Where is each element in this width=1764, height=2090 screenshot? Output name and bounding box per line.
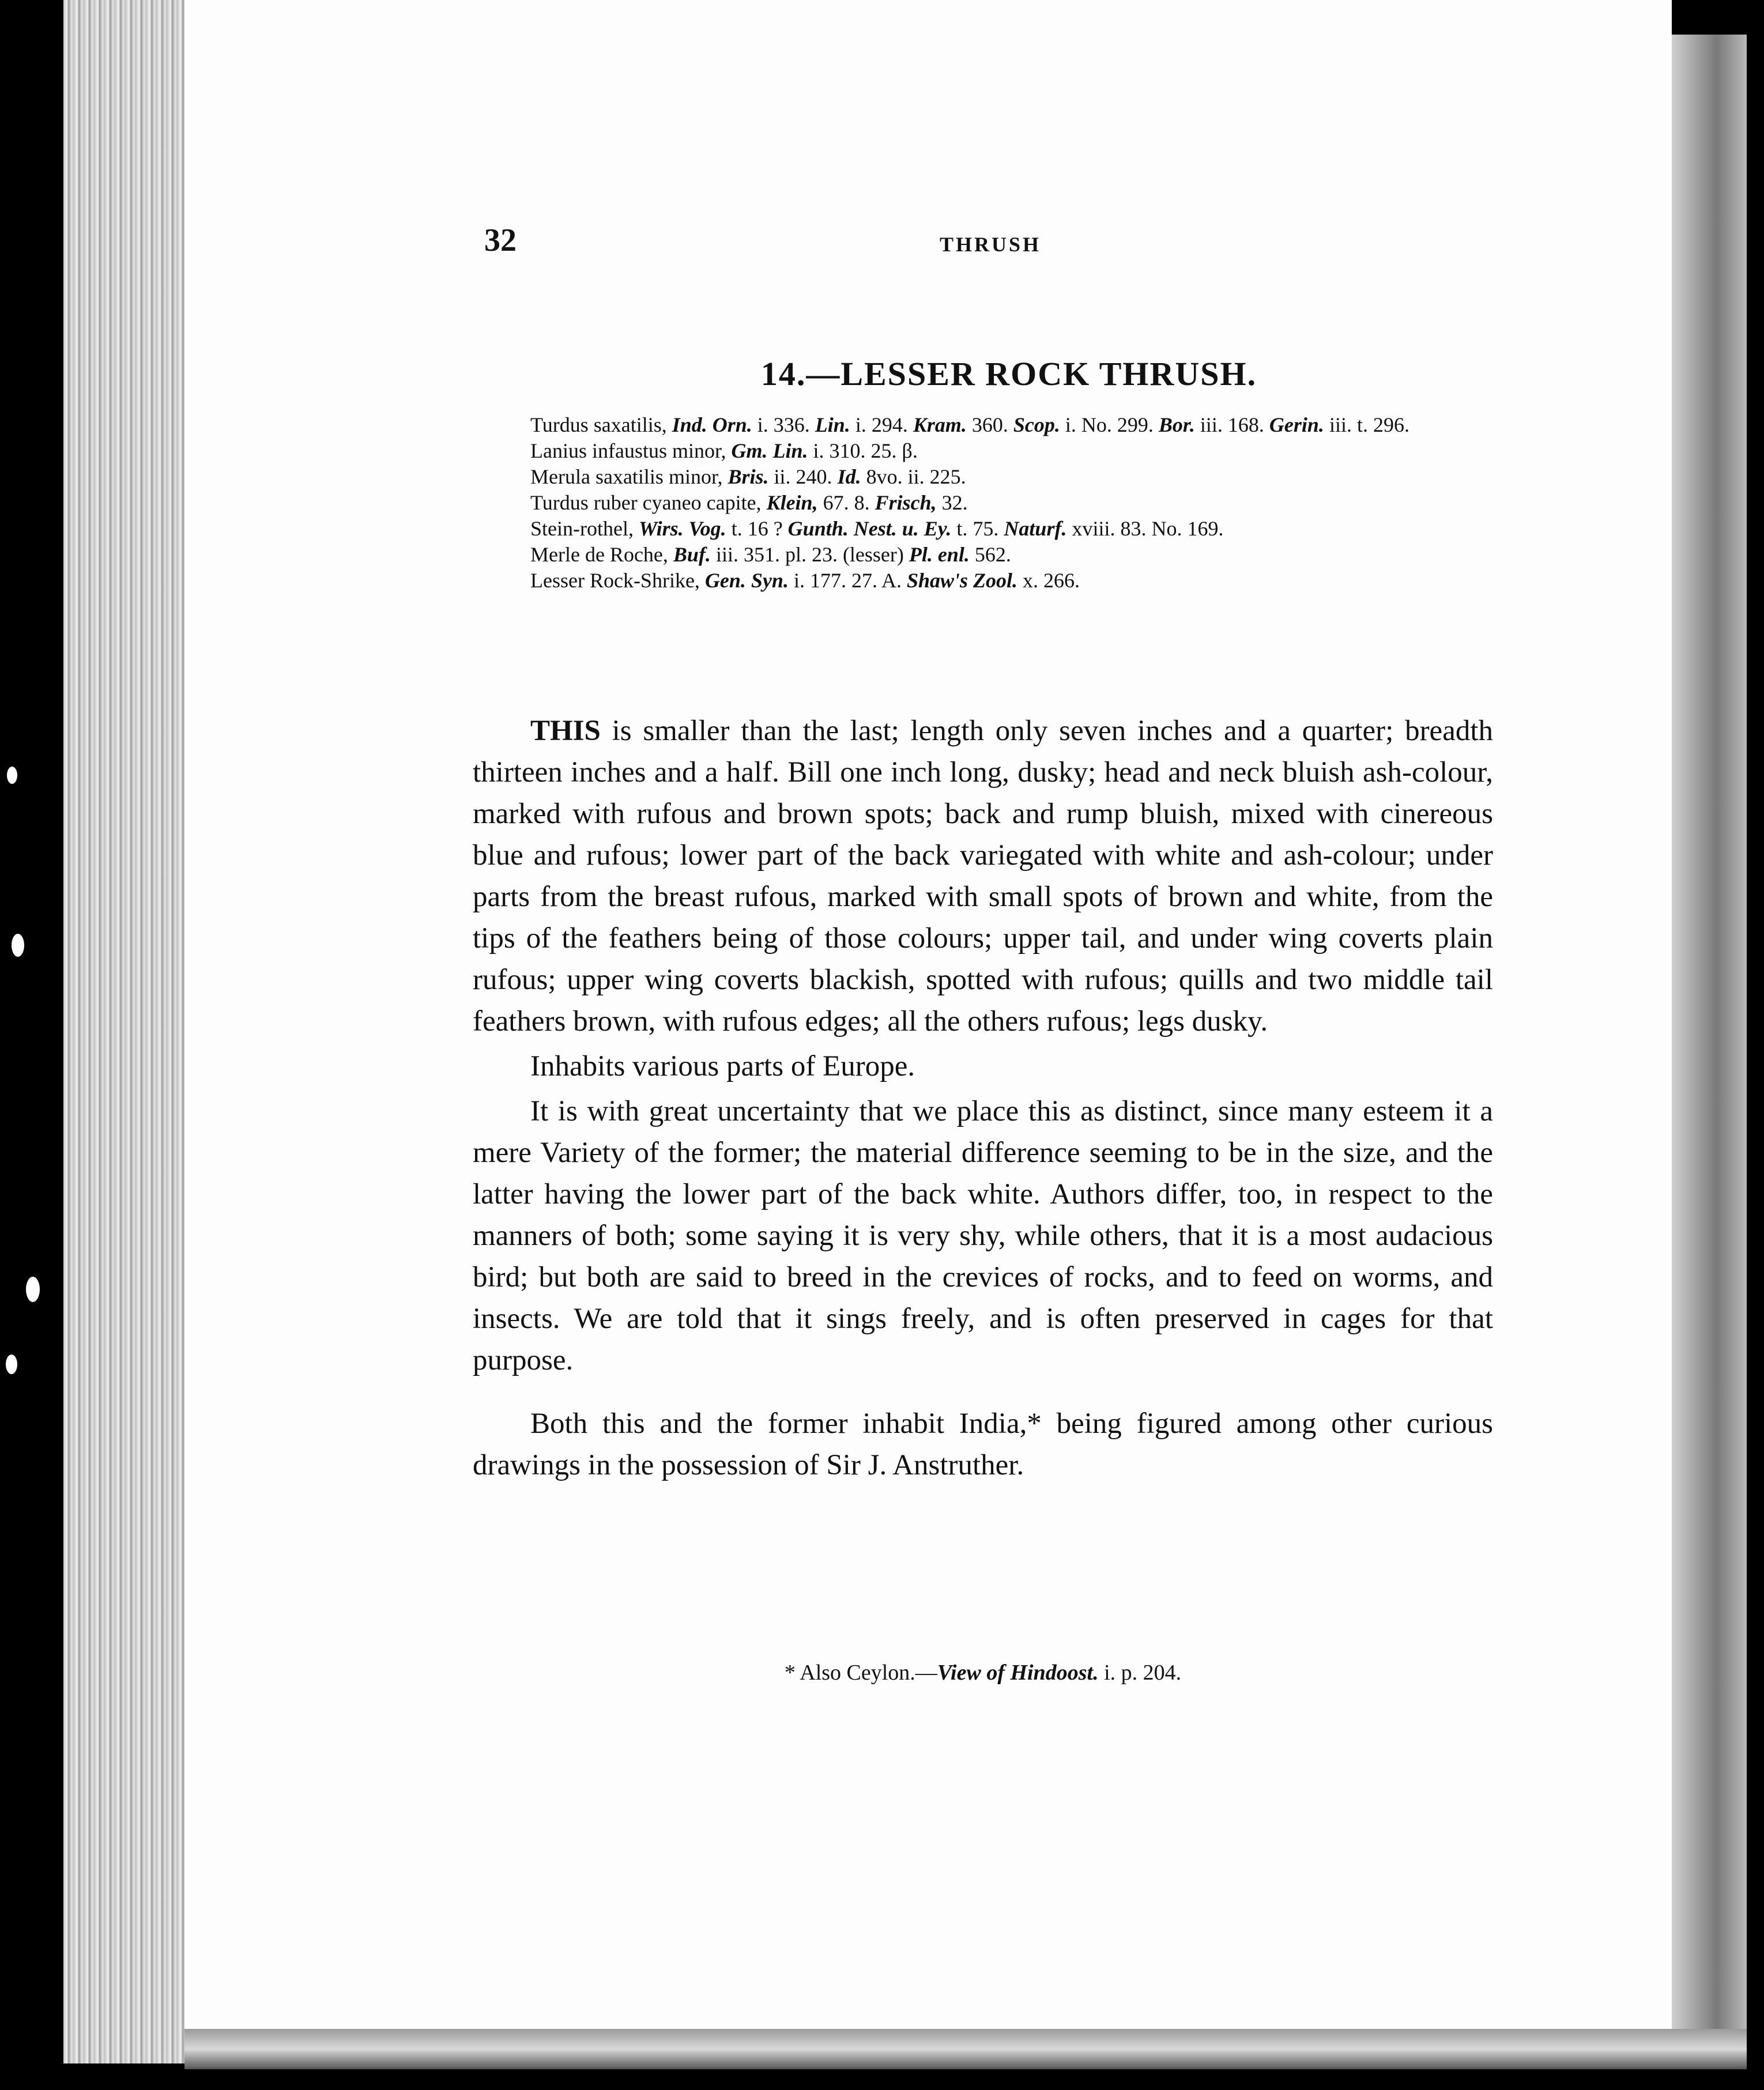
synonym-source: Kram.	[913, 413, 967, 436]
synonym-name: Turdus ruber cyaneo capite,	[530, 491, 767, 514]
page-number: 32	[484, 222, 517, 258]
paragraph-text: It is with great uncertainty that we place this as distinct, since many esteem it a mere Variety of the former; the material difference seeming to be in the size, and the latter having the lower part of the back white. Authors differ, too, in respect to the manners of both; some saying it is very shy, while others, that it is a most audacious bird; but both are said to breed in the crevices of rocks, and to feed on worms, and insects. We are told that it sings freely, and is often preserved in cages for that purpose.	[473, 1095, 1493, 1376]
footnote-source: View of Hindoost.	[937, 1661, 1099, 1685]
synonym-locator: 562.	[969, 543, 1011, 566]
section-heading: 14.—LESSER ROCK THRUSH.	[760, 355, 1257, 393]
synonym-locator: iii. 168.	[1194, 413, 1269, 436]
synonymy-list	[530, 412, 1505, 594]
footnote-marker: *	[784, 1661, 800, 1685]
synonym-locator: t. 16 ?	[726, 517, 788, 540]
synonym-locator: i. 336.	[752, 413, 815, 436]
synonym-source: Gm. Lin.	[731, 439, 808, 462]
synonym-entry	[530, 464, 1505, 490]
synonym-source: Klein,	[766, 491, 818, 514]
synonym-locator: i. 310. 25. β.	[808, 439, 918, 462]
synonym-source: Ind. Orn.	[672, 413, 752, 436]
synonym-source: Bor.	[1158, 413, 1195, 436]
synonym-locator: iii. t. 296.	[1324, 413, 1409, 436]
synonym-locator: 32.	[936, 491, 968, 514]
synonym-locator: xviii. 83. No. 169.	[1066, 517, 1224, 540]
synonym-source: Shaw's Zool.	[906, 569, 1018, 592]
body-paragraph	[473, 1403, 1493, 1486]
running-title: THRUSH	[940, 233, 1042, 256]
synonym-source: Buf.	[673, 543, 711, 566]
paragraph-lead-word: THIS	[530, 715, 601, 747]
synonym-source: Bris.	[728, 465, 769, 488]
synonym-locator: t. 75.	[951, 517, 1004, 540]
synonym-locator: iii. 351. pl. 23. (lesser)	[710, 543, 909, 566]
synonym-source: Wirs. Vog.	[638, 517, 726, 540]
synonym-entry	[530, 516, 1505, 542]
synonym-source: Frisch,	[875, 491, 937, 514]
synonym-locator: i. No. 299.	[1060, 413, 1159, 436]
synonym-entry	[530, 438, 1505, 464]
page-right-shadow	[1672, 35, 1747, 2029]
synonym-source: Lin.	[815, 413, 850, 436]
footnote-text: Also Ceylon.—	[800, 1661, 937, 1685]
synonym-entry	[530, 542, 1505, 568]
paragraph-text: is smaller than the last; length only seven inches and a quarter; breadth thirteen inches and a half. Bill one inch long, dusky; head and neck bluish ash-colour, marked with rufous and brown spots; back and rump bluish, mixed with cinereous blue and rufous; lower part of the back variegated with white and ash-colour; under parts from the breast rufous, marked with small spots of brown and white, from the tips of the feathers being of those colours; upper tail, and under wing coverts plain rufous; upper wing coverts blackish, spotted with rufous; quills and two middle tail feathers brown, with rufous edges; all the others rufous; legs dusky.	[473, 715, 1493, 1038]
synonym-locator: 8vo. ii. 225.	[861, 465, 966, 488]
scan-speck	[26, 1277, 40, 1302]
paragraph-text: Both this and the former inhabit India,* being figured among other curious drawings in the possession of Sir J. Anstruther.	[473, 1408, 1493, 1481]
synonym-locator: i. 294.	[850, 413, 913, 436]
body-text	[473, 710, 1493, 1486]
running-head	[484, 222, 1672, 268]
synonym-source: Naturf.	[1004, 517, 1067, 540]
synonym-locator: 360.	[966, 413, 1013, 436]
synonym-source: Gunth. Nest. u. Ey.	[787, 517, 952, 540]
synonym-locator: 67. 8.	[817, 491, 875, 514]
synonym-entry	[530, 412, 1505, 438]
synonym-name: Lesser Rock-Shrike,	[530, 569, 705, 592]
page-bottom-shadow	[184, 2029, 1747, 2069]
paragraph-text: Inhabits various parts of Europe.	[530, 1050, 915, 1082]
synonym-source: Pl. enl.	[909, 543, 970, 566]
scan-speck	[12, 934, 24, 957]
synonym-name: Turdus saxatilis,	[530, 413, 672, 436]
synonym-locator: ii. 240.	[768, 465, 838, 488]
body-paragraph	[473, 710, 1493, 1042]
synonym-name: Merula saxatilis minor,	[530, 465, 728, 488]
synonym-source: Id.	[837, 465, 861, 488]
synonym-locator: x. 266.	[1017, 569, 1080, 592]
body-paragraph	[473, 1046, 1493, 1087]
book-page-edges	[63, 0, 187, 2063]
synonym-source: Gerin.	[1269, 413, 1324, 436]
synonym-name: Merle de Roche,	[530, 543, 673, 566]
scan-speck	[7, 767, 17, 784]
synonym-name: Lanius infaustus minor,	[530, 439, 732, 462]
footnote	[473, 1660, 1493, 1685]
synonym-entry	[530, 490, 1505, 516]
synonym-entry	[530, 568, 1505, 594]
synonym-source: Scop.	[1013, 413, 1060, 436]
synonym-source: Gen. Syn.	[704, 569, 789, 592]
scan-speck	[6, 1355, 17, 1374]
synonym-name: Stein-rothel,	[530, 517, 639, 540]
footnote-locator: i. p. 204.	[1098, 1661, 1182, 1685]
synonym-locator: i. 177. 27. A.	[788, 569, 907, 592]
body-paragraph	[473, 1091, 1493, 1381]
